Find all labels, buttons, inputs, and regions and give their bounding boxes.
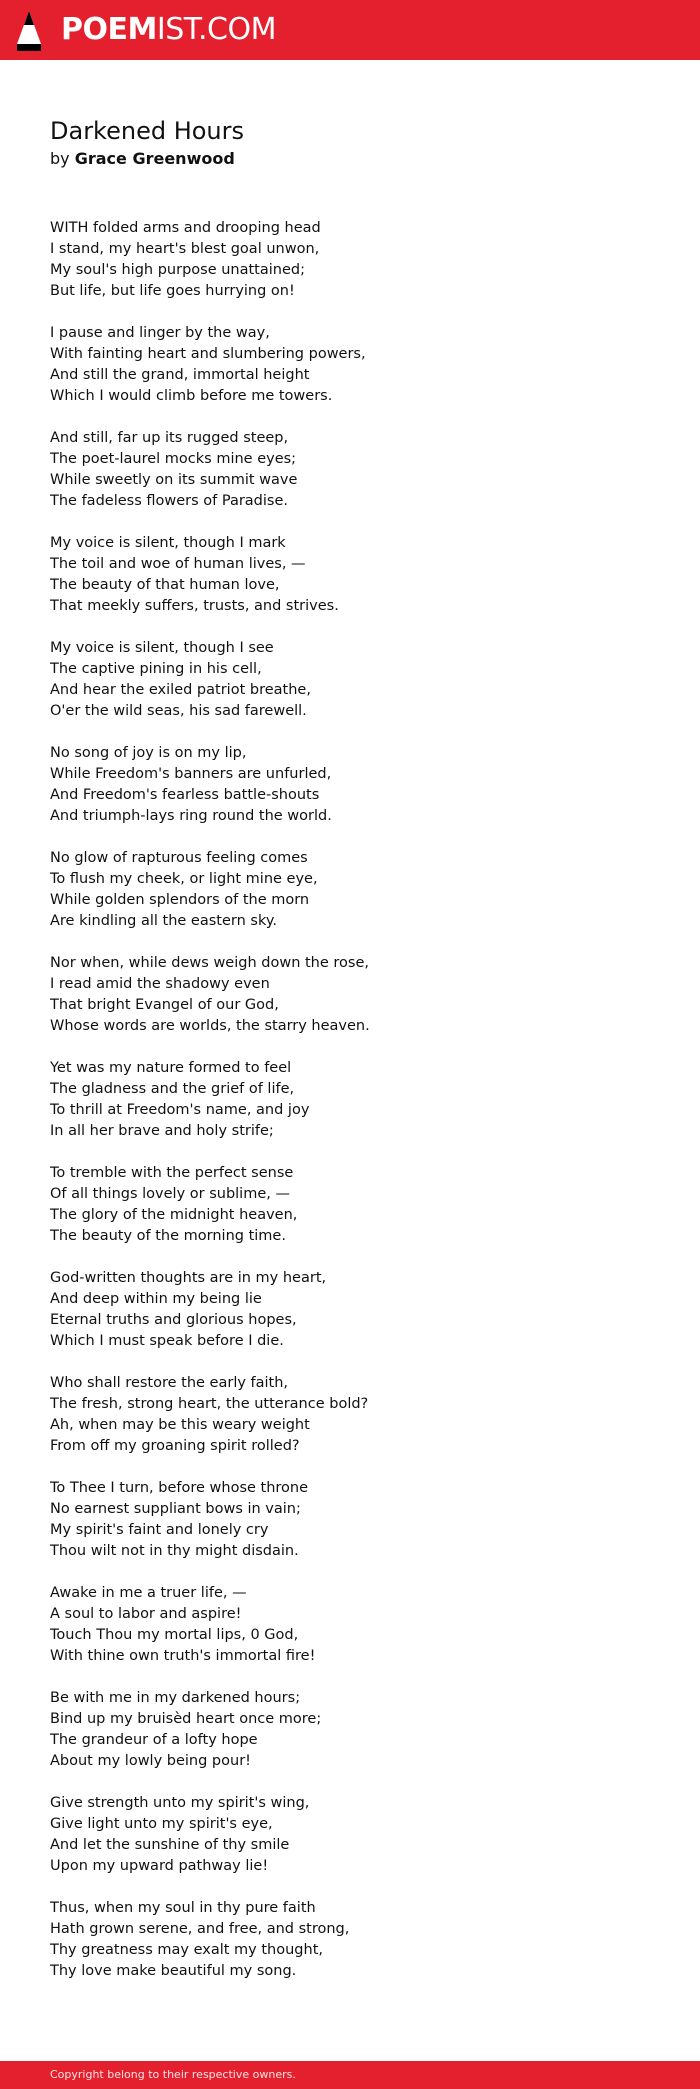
poem-line: Hath grown serene, and free, and strong, xyxy=(50,1921,350,1937)
poem-line: No earnest suppliant bows in vain; xyxy=(50,1501,301,1517)
poem-line: Are kindling all the eastern sky. xyxy=(50,913,277,929)
by-label: by xyxy=(50,149,70,168)
poem-stanza xyxy=(50,848,650,932)
poem-line: The fadeless flowers of Paradise. xyxy=(50,493,288,509)
poem-line: The beauty of that human love, xyxy=(50,577,280,593)
poem-line: With thine own truth's immortal fire! xyxy=(50,1648,316,1664)
poem-line: Who shall restore the early faith, xyxy=(50,1375,289,1391)
poem-stanza xyxy=(50,1898,650,1982)
poem-stanza xyxy=(50,533,650,617)
poem-line: While Freedom's banners are unfurled, xyxy=(50,766,332,782)
poem-byline xyxy=(50,147,235,171)
poem-line: Awake in me a truer life, — xyxy=(50,1585,247,1601)
poem-line: The captive pining in his cell, xyxy=(50,661,262,677)
poem-line: That meekly suffers, trusts, and strives. xyxy=(50,598,339,614)
poem-stanza xyxy=(50,1478,650,1562)
poem-line: But life, but life goes hurrying on! xyxy=(50,283,295,299)
site-header xyxy=(0,0,700,60)
poem-stanza xyxy=(50,1793,650,1877)
poem-line: And deep within my being lie xyxy=(50,1291,262,1307)
poem-stanza xyxy=(50,953,650,1037)
poem-stanza xyxy=(50,218,650,302)
poem-stanza xyxy=(50,1058,650,1142)
poem-line: From off my groaning spirit rolled? xyxy=(50,1438,300,1454)
poem-line: Which I must speak before I die. xyxy=(50,1333,284,1349)
poem-line: I pause and linger by the way, xyxy=(50,325,270,341)
site-footer xyxy=(0,2061,700,2089)
poem-line: To thrill at Freedom's name, and joy xyxy=(50,1102,310,1118)
poem-stanza xyxy=(50,1688,650,1772)
poem-stanza xyxy=(50,1268,650,1352)
poem-line: About my lowly being pour! xyxy=(50,1753,251,1769)
poem-stanza xyxy=(50,323,650,407)
poem-line: With fainting heart and slumbering powers, xyxy=(50,346,366,362)
pencil-logo-icon[interactable] xyxy=(16,10,42,52)
poem-line: My voice is silent, though I see xyxy=(50,640,274,656)
brand-name-light: IST.COM xyxy=(156,12,276,47)
poem-stanza xyxy=(50,1163,650,1247)
poem-line: God-written thoughts are in my heart, xyxy=(50,1270,327,1286)
brand-name-bold: POEM xyxy=(61,12,157,47)
poem-author[interactable]: Grace Greenwood xyxy=(74,149,235,168)
poem-line: While golden splendors of the morn xyxy=(50,892,310,908)
poem-line: To tremble with the perfect sense xyxy=(50,1165,294,1181)
poem-line: To flush my cheek, or light mine eye, xyxy=(50,871,318,887)
poem-line: A soul to labor and aspire! xyxy=(50,1606,242,1622)
poem-stanza xyxy=(50,743,650,827)
site-logo-link[interactable] xyxy=(61,12,276,48)
poem-stanza xyxy=(50,1373,650,1457)
poem-line: The poet-laurel mocks mine eyes; xyxy=(50,451,297,467)
poem-line: My spirit's faint and lonely cry xyxy=(50,1522,269,1538)
poem-line: In all her brave and holy strife; xyxy=(50,1123,274,1139)
poem-line: And let the sunshine of thy smile xyxy=(50,1837,290,1853)
poem-line: The glory of the midnight heaven, xyxy=(50,1207,298,1223)
copyright-notice: Copyright belong to their respective owners. xyxy=(50,2068,296,2081)
poem-line: O'er the wild seas, his sad farewell. xyxy=(50,703,307,719)
poem-line: Whose words are worlds, the starry heaven. xyxy=(50,1018,370,1034)
poem-line: Give light unto my spirit's eye, xyxy=(50,1816,273,1832)
poem-line: And still, far up its rugged steep, xyxy=(50,430,289,446)
poem-stanza xyxy=(50,1583,650,1667)
poem-line: Which I would climb before me towers. xyxy=(50,388,333,404)
poem-line: The fresh, strong heart, the utterance bold? xyxy=(50,1396,369,1412)
poem-line: No glow of rapturous feeling comes xyxy=(50,850,308,866)
poem-body xyxy=(50,218,650,2003)
poem-line: Eternal truths and glorious hopes, xyxy=(50,1312,297,1328)
poem-title: Darkened Hours xyxy=(50,117,245,145)
poem-line: Yet was my nature formed to feel xyxy=(50,1060,292,1076)
poem-line: Touch Thou my mortal lips, 0 God, xyxy=(50,1627,299,1643)
poem-line: Ah, when may be this weary weight xyxy=(50,1417,310,1433)
poem-line: My soul's high purpose unattained; xyxy=(50,262,305,278)
poem-line: The beauty of the morning time. xyxy=(50,1228,286,1244)
poem-line: And still the grand, immortal height xyxy=(50,367,310,383)
poem-line: Thou wilt not in thy might disdain. xyxy=(50,1543,299,1559)
poem-line: Give strength unto my spirit's wing, xyxy=(50,1795,310,1811)
poem-stanza xyxy=(50,638,650,722)
poem-line: That bright Evangel of our God, xyxy=(50,997,279,1013)
poem-line: Thy greatness may exalt my thought, xyxy=(50,1942,324,1958)
poem-line: The grandeur of a lofty hope xyxy=(50,1732,258,1748)
poem-line: Be with me in my darkened hours; xyxy=(50,1690,301,1706)
poem-line: Of all things lovely or sublime, — xyxy=(50,1186,290,1202)
poem-line: I stand, my heart's blest goal unwon, xyxy=(50,241,320,257)
poem-line: My voice is silent, though I mark xyxy=(50,535,286,551)
poem-line: WITH folded arms and drooping head xyxy=(50,220,321,236)
poem-line: While sweetly on its summit wave xyxy=(50,472,298,488)
poem-stanza xyxy=(50,428,650,512)
poem-line: Thus, when my soul in thy pure faith xyxy=(50,1900,316,1916)
poem-line: I read amid the shadowy even xyxy=(50,976,270,992)
poem-line: And hear the exiled patriot breathe, xyxy=(50,682,311,698)
poem-line: The toil and woe of human lives, — xyxy=(50,556,306,572)
poem-line: Thy love make beautiful my song. xyxy=(50,1963,297,1979)
poem-line: Nor when, while dews weigh down the rose, xyxy=(50,955,369,971)
poem-line: And Freedom's fearless battle-shouts xyxy=(50,787,320,803)
poem-line: The gladness and the grief of life, xyxy=(50,1081,295,1097)
poem-line: Upon my upward pathway lie! xyxy=(50,1858,269,1874)
poem-line: And triumph-lays ring round the world. xyxy=(50,808,332,824)
poem-line: Bind up my bruisèd heart once more; xyxy=(50,1711,322,1727)
poem-line: To Thee I turn, before whose throne xyxy=(50,1480,309,1496)
poem-line: No song of joy is on my lip, xyxy=(50,745,247,761)
